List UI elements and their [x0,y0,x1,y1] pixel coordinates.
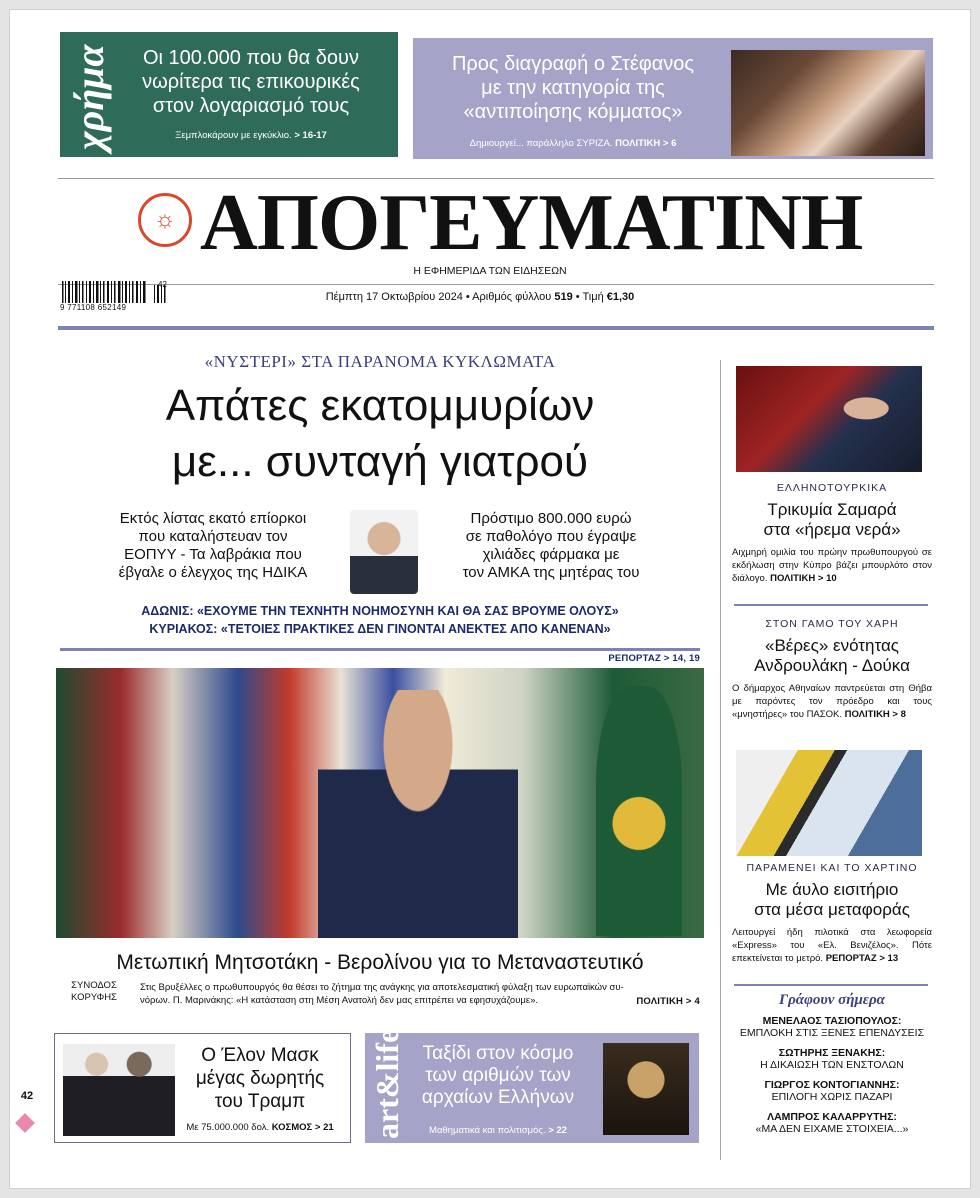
sidebar-rule [734,604,928,606]
story-text: Αιχμηρή ομιλία του πρώην πρωθυπουργού σε εκδήλωση στην Κύπρο βάζει μπουρλότο στον διάλογο. ΠΟΛΙΤΙΚΗ > 10 [732,547,932,584]
tagline: Η ΕΦΗΜΕΡΙΔΑ ΤΩΝ ΕΙΔΗΣΕΩΝ [413,265,567,277]
lead-divider [60,648,700,651]
opinion-section-title: Γράφουν σήμερα [779,992,885,1008]
masthead-rule-mid [58,284,934,285]
photo-story-headline[interactable]: Μετωπική Μητσοτάκη - Βερολίνου για το Μεταναστευτικό [116,951,644,974]
opinion-item[interactable]: ΛΑΜΠΡΟΣ ΚΑΛΑΡΡΥΤΗΣ: «ΜΑ ΔΕΝ ΕΙΧΑΜΕ ΣΤΟΙΧΕΙΑ...» [755,1111,909,1135]
sidebar-rule [734,984,928,986]
story-kicker: ΠΑΡΑΜΕΝΕΙ ΚΑΙ ΤΟ ΧΑΡΤΙΝΟ [746,862,918,874]
promo-sub: Με 75.000.000 δολ. ΚΟΣΜΟΣ > 21 [186,1122,334,1133]
story-kicker: ΣΤΟΝ ΓΑΜΟ ΤΟΥ ΧΑΡΗ [765,618,899,630]
crowd-photo [731,50,925,156]
quote-kyriakos: ΚΥΡΙΑΚΟΣ: «ΤΕΤΟΙΕΣ ΠΡΑΚΤΙΚΕΣ ΔΕΝ ΓΙΝΟΝΤΑΙ ΑΝΕΚΤΕΣ ΑΠΟ ΚΑΝΕΝΑΝ» [149,622,611,636]
owl-logo-icon: ☼ [138,193,192,247]
quote-adonis: ΑΔΩΝΙΣ: «ΕΧΟΥΜΕ ΤΗΝ ΤΕΧΝΗΤΗ ΝΟΗΜΟΣΥΝΗ ΚΑΙ ΘΑ ΣΑΣ ΒΡΟΥΜΕ ΟΛΟΥΣ» [141,604,619,618]
promo-sub: Δημιουργεί... παράλληλο ΣΥΡΙΖΑ. ΠΟΛΙΤΙΚΗ > 6 [469,138,677,149]
samaras-photo [736,366,922,472]
sidebar-story-ticket[interactable] [726,862,938,965]
promo-headline: Προς διαγραφή ο Στέφανος με την κατηγορία της «αντιποίησης κόμματος» [451,53,695,123]
promo-box-artlife[interactable] [365,1028,699,1143]
opinion-section [726,992,938,1135]
page-number: 42 [20,1090,34,1102]
photo-story-label: ΣΥΝΟΔΟΣ ΚΟΡΥΦΗΣ [71,980,117,1003]
lead-right-text: Πρόστιμο 800.000 ευρώ σε παθολόγο που έγραψε χιλιάδες φάρμακα με τον ΑΜΚΑ της μητέρας του [462,510,640,581]
sidebar-story-samaras[interactable] [726,482,938,585]
gcc-flag [596,686,682,936]
promo-headline: Οι 100.000 που θα δουν νωρίτερα τις επικουρικές στον λογαριασμό τους [142,47,360,117]
photo-story-ref[interactable]: ΠΟΛΙΤΙΚΗ > 4 [636,996,700,1007]
promo-sub: Ξεμπλοκάρουν με εγκύκλιο. > 16-17 [175,130,327,141]
opinion-item[interactable]: ΓΙΩΡΓΟΣ ΚΟΝΤΟΓΙΑΝΝΗΣ: ΕΠΙΛΟΓΗ ΧΩΡΙΣ ΠΑΖΑΡΙ [764,1079,900,1103]
section-label-chrima: χρήμα [67,44,112,150]
sidebar-divider [720,360,721,1160]
ticket-machine-photo [736,750,922,856]
story-headline: Με άυλο εισιτήριο στα μέσα μεταφοράς [754,880,910,919]
section-label-artlife: art&life [369,1028,405,1139]
promo-box-stefanos[interactable] [413,38,933,159]
promo-box-musk[interactable] [54,1033,351,1143]
dateline: Πέμπτη 17 Οκτωβρίου 2024 • Αριθμός φύλλου 519 • Τιμή €1,30 [325,291,635,303]
promo-sub: Μαθηματικά και πολιτισμός. > 22 [429,1125,567,1136]
barcode-suffix: 42 [158,280,167,289]
promo-headline: Ταξίδι στον κόσμο των αριθμών των αρχαίων Ελλήνων [421,1043,575,1108]
promo-headline: Ο Έλον Μασκ μέγας δωρητής του Τραμπ [195,1045,325,1112]
story-text: Ο δήμαρχος Αθηναίων παντρεύεται στη Θήβα με παρόντες τον πρόεδρο και τους «μνηστήρες» του ΠΑΣΟΚ. ΠΟΛΙΤΙΚΗ > 8 [732,683,932,720]
lead-ref[interactable]: ΡΕΠΟΡΤΑΖ > 14, 19 [608,653,700,664]
promo-box-pensions[interactable] [60,32,398,157]
sidebar-story-wedding[interactable] [726,618,938,721]
story-kicker: ΕΛΛΗΝΟΤΟΥΡΚΙΚΑ [776,482,888,494]
barcode-number: 9 771108 652149 [60,303,127,312]
ancient-art-photo [603,1043,689,1135]
minister-portrait [350,510,418,594]
lead-left-text: Εκτός λίστας εκατό επίορκοι που καταλήστευαν τον ΕΟΠΥΥ - Τα λαβράκια που έβγαλε ο έλεγχος της ΗΔΙΚΑ [118,510,308,581]
musk-trump-photo [63,1044,175,1136]
pm-figure [318,690,518,938]
mitsotakis-photo [56,668,704,938]
newspaper-title: ΑΠΟΓΕΥΜΑΤΙΝΗ [200,179,863,267]
story-headline: Τρικυμία Σαμαρά στα «ήρεμα νερά» [763,500,901,539]
opinion-item[interactable]: ΣΩΤΗΡΗΣ ΞΕΝΑΚΗΣ: Η ΔΙΚΑΙΩΣΗ ΤΩΝ ΕΝΣΤΟΛΩΝ [760,1047,904,1071]
lead-headline[interactable]: Απάτες εκατομμυρίων με... συνταγή γιατρού [165,381,595,486]
masthead-rule-bottom [58,326,934,330]
lead-kicker: «ΝΥΣΤΕΡΙ» ΣΤΑ ΠΑΡΑΝΟΜΑ ΚΥΚΛΩΜΑΤΑ [204,352,556,371]
opinion-item[interactable]: ΜΕΝΕΛΑΟΣ ΤΑΣΙΟΠΟΥΛΟΣ: ΕΜΠΛΟΚΗ ΣΤΙΣ ΞΕΝΕΣ ΕΠΕΝΔΥΣΕΙΣ [739,1015,925,1039]
photo-story-text: Στις Βρυξέλλες ο πρωθυπουργός θα θέσει το ζήτημα της ανάγκης για αποτελεσματική φύλαξη των ευρωπαϊκών συ- νόρων. Π. Μαρινάκης: «Η κατάσταση στη Μέση Ανατολή δεν μας επιτρέπει να εφησυχάζουμε». [140,982,624,1006]
story-headline: «Βέρες» ενότητας Ανδρουλάκη - Δούκα [754,636,910,675]
story-text: Λειτουργεί ήδη πιλοτικά στα λεωφορεία «Express» του «Ελ. Βενιζέλος». Πότε επεκτείνεται το μετρό. ΡΕΠΟΡΤΑΖ > 13 [732,927,932,964]
